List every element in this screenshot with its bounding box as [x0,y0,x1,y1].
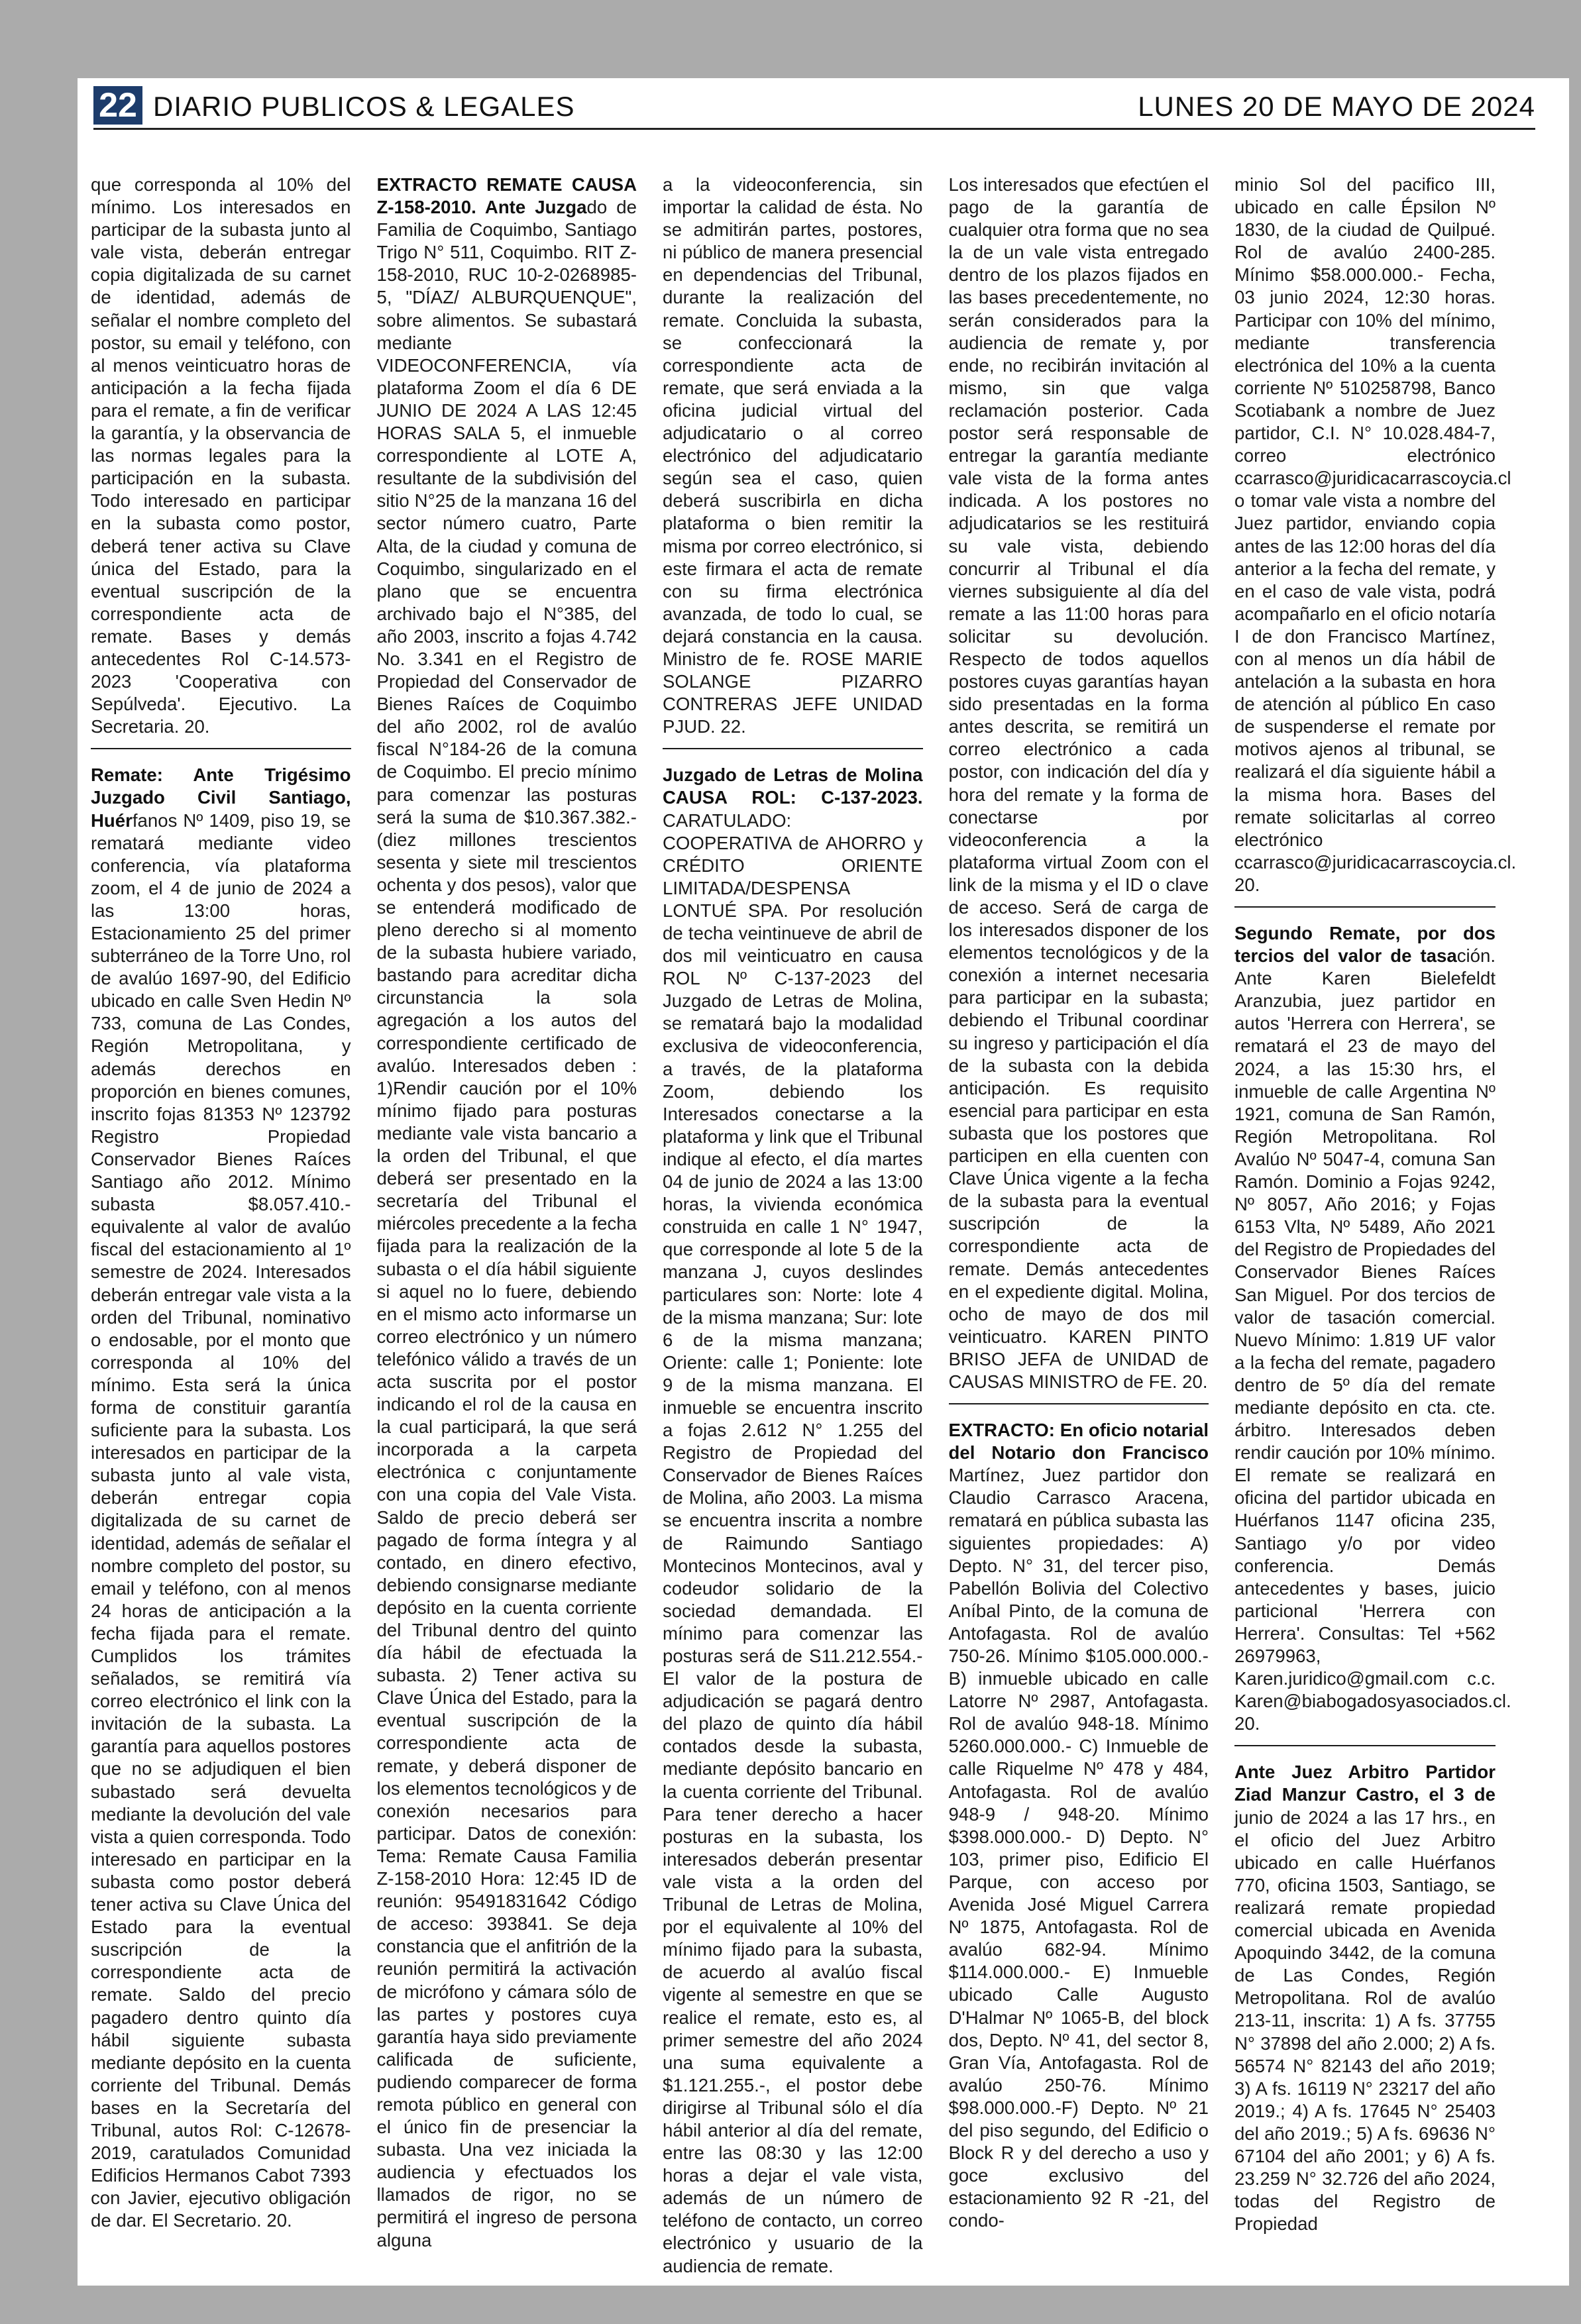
column-1 [91,174,351,2254]
notice-heading: Juzgado de Letras de Molina CAUSA ROL: C-137-2023. [663,765,923,808]
notice-body: junio de 2024 a las 17 hrs., en el oficio del Juez Arbitro ubicado en calle Huérfanos 770, oficina 1503, Santiago, se realizará remate propiedad comercial ubicada en Avenida Apoquindo 3442, de la comuna de Las Condes, Región Metropolitana. Rol de avalúo 213-11, inscrita: 1) A fs. 37755 N° 37898 del año 2.000; 2) A fs. 56574 N° 82143 del año 2019; 3) A fs. 16119 N° 23217 del año 2019.; 4) A fs. 17645 N° 25403 del año 2019.; 5) A fs. 69636 N° 67104 del año 2001; y 6) A fs. 23.259 N° 32.726 del año 2024, todas del Registro de Propiedad [1234,1807,1496,2235]
page-number: 22 [93,86,142,125]
notice [949,174,1209,1393]
notice-heading: Remate: Ante Trigésimo Juzgado Civil Santiago, Huér [91,765,351,831]
publication-title: DIARIO PUBLICOS & LEGALES [153,91,575,122]
notice-body: CARATULADO: COOPERATIVA de AHORRO y CRÉDITO ORIENTE LIMITADA/DESPENSA LONTUÉ SPA. Por resolución de techa veintinueve de abril de dos mil veinticuatro en causa ROL Nº C-137-2023 del Juzgado de Letras de Molina, se rematará bajo la modalidad exclusiva de videoconferencia, a través, de la plataforma Zoom, debiendo los Interesados conectarse a la plataforma y link que el Tribunal indique al efecto, el día martes 04 de junio de 2024 a las 13:00 horas, la vivienda económica construida en calle 1 N° 1947, que corresponde al lote 5 de la manzana J, cuyos deslindes particulares son: Norte: lote 4 de la misma manzana; Sur: lote 6 de la misma manzana; Oriente: calle 1; Poniente: lote 9 de la misma manzana. El inmueble se encuentra inscrito a fojas 2.612 N° 1.255 del Registro de Propiedad del Conservador de Bienes Raíces de Molina, año 2003. La misma se encuentra inscrita a nombre de Raimundo Santiago Montecinos Montecinos, aval y codeudor solidario de la sociedad demandada. El mínimo para comenzar las posturas será de S11.212.554.- El valor de la postura de adjudicación se pagará dentro del plazo de quinto día hábil contados desde la subasta, mediante depósito bancario en la cuenta corriente del Tribunal. Para tener derecho a hacer posturas en la subasta, los interesados deberán presentar vale vista a la orden del Tribunal de Letras de Molina, por el equivalente al 10% del mínimo fijado para la subasta, de acuerdo al avalúo fiscal vigente al semestre en que se realice el remate, esto es, al primer semestre del año 2024 una suma equivalente a $1.121.255.-, el postor debe dirigirse al Tribunal sólo el día hábil anterior al día del remate, entre las 08:30 y las 12:00 horas a dejar el vale vista, además de un número de teléfono de contacto, un correo electrónico y usuario de la audiencia de remate. [663,810,923,2276]
notice-divider [949,1403,1209,1404]
notice [663,764,923,2277]
notice [949,1419,1209,2232]
notice-body: ción. Ante Karen Bielefeldt Aranzubia, juez partidor en autos 'Herrera con Herrera', se rematará el 23 de mayo del 2024, a las 15:30 hrs, el inmueble de calle Argentina Nº 1921, comuna de San Ramón, Región Metropolitana. Rol Avalúo Nº 5047-4, comuna San Ramón. Dominio a Fojas 9242, Nº 8057, Año 2016; y Fojas 6153 Vlta, Nº 5489, Año 2021 del Registro de Propiedades del Conservador Bienes Raíces San Miguel. Por dos tercios de valor de tasación comercial. Nuevo Mínimo: 1.819 UF valor a la fecha del remate, pagadero dentro de 5º día del remate mediante depósito en cta. cte. árbitro. Interesados deben rendir caución por 10% mínimo. El remate se realizará en oficina del partidor ubicada en Huérfanos 1147 oficina 235, Santiago y/o por video conferencia. Demás antecedentes y bases, juicio particional 'Herrera con Herrera'. Consultas: Tel +562 26979963, Karen.juridico@gmail.com c.c. Karen@biabogadosyasociados.cl. 20. [1234,945,1511,1734]
notice-body: minio Sol del pacifico III, ubicado en calle Épsilon Nº 1830, de la ciudad de Quilpué. Rol de avalúo 2400-285. Mínimo $58.000.000.- Fecha, 03 junio 2024, 12:30 horas. Participar con 10% del mínimo, mediante transferencia electrónica del 10% a la cuenta corriente Nº 510258798, Banco Scotiabank a nombre de Juez partidor, C.I. N° 10.028.484-7, correo electrónico ccarrasco@juridicacarrascoycia.cl o tomar vale vista a nombre del Juez partidor, enviando copia antes de las 12:00 horas del día anterior a la fecha del remate, y en el caso de vale vista, podrá acompañarlo en el oficio notaría I de don Francisco Martínez, con al menos un día hábil de antelación a la subasta en hora de atención al público En caso de suspenderse el remate por motivos ajenos al tribunal, se realizará el día siguiente hábil a la misma hora. Bases del remate solicitarlas al correo electrónico ccarrasco@juridicacarrascoycia.cl. 20. [1234,174,1517,895]
header-divider [93,128,1535,130]
column-4 [949,174,1209,2254]
notice-divider [91,748,351,749]
notice [91,764,351,2232]
notice [1234,922,1511,1735]
page-header [93,86,1535,126]
notice-body: Los interesados que efectúen el pago de la garantía de cualquier otra forma que no sea la de un vale vista entregado dentro de los plazos fijados en las bases precedentemente, no serán considerados para la audiencia de remate y, por ende, no recibirán invitación al mismo, sin que valga reclamación posterior. Cada postor será responsable de entregar la garantía mediante vale vista de la forma antes indicada. A los postores no adjudicatarios se les restituirá su vale vista, debiendo concurrir al Tribunal el día viernes subsiguiente al día del remate a las 11:00 horas para solicitar su devolución. Respecto de todos aquellos postores cuyas garantías hayan sido presentadas en la forma antes descrita, se remitirá un correo electrónico a cada postor, con indicación del día y hora del remate y la forma de conectarse por videoconferencia a la plataforma virtual Zoom con el link de la misma y el ID o clave de acceso. Será de carga de los interesados disponer de los elementos tecnológicos y de la conexión a internet necesaria para participar en la subasta; debiendo el Tribunal coordinar su ingreso y participación el día de la subasta con la debida anticipación. Es requisito esencial para participar en esta subasta que los postores que participen en ella cuenten con Clave Única vigente a la fecha de la subasta para la eventual suscripción de la correspondiente acta de remate. Demás antecedentes en el expediente digital. Molina, ocho de mayo de dos mil veinticuatro. KAREN PINTO BRISO JEFA de UNIDAD de CAUSAS MINISTRO de FE. 20. [948,174,1209,1392]
notice-body: do de Familia de Coquimbo, Santiago Trigo N° 511, Coquimbo. RIT Z-158-2010, RUC 10-2-0268985-5, "DÍAZ/ ALBURQUENQUE", sobre alimentos. Se subastará mediante VIDEOCONFERENCIA, vía plataforma Zoom el día 6 DE JUNIO DE 2024 A LAS 12:45 HORAS SALA 5, el inmueble correspondiente al LOTE A, resultante de la subdivisión del sitio N°25 de la manzana 16 del sector número cuatro, Parte Alta, de la ciudad y comuna de Coquimbo, singularizado en el plano que se encuentra archivado bajo el N°385, del año 2003, inscrito a fojas 4.742 No. 3.341 en el Registro de Propiedad del Conservador de Bienes Raíces de Coquimbo del año 2002, rol de avalúo fiscal N°184-26 de la comuna de Coquimbo. El precio mínimo para comenzar las posturas será la suma de $10.367.382.- (diez millones trescientos sesenta y siete mil trescientos ochenta y dos pesos), valor que se entenderá modificado de pleno derecho si al momento de la subasta hubiere variado, bastando para acreditar dicha circunstancia la sola agregación a los autos del correspondiente certificado de avalúo. Interesados deben : 1)Rendir caución por el 10% mínimo fijado para posturas mediante vale vista bancario a la orden del Tribunal, el que deberá ser presentado en la secretaría del Tribunal el miércoles precedente a la fecha fijada para la realización de la subasta o el día hábil siguiente si aquel no lo fuere, debiendo en el mismo acto informarse un correo electrónico y un número telefónico válido a través de un acta suscrita por el postor indicando el rol de la causa en la cual participará, la que será incorporada a la carpeta electrónica c conjuntamente con una copia del Vale Vista. Saldo de precio deberá ser pagado de forma íntegra y al contado, en dinero efectivo, debiendo consignarse mediante depósito en la cuenta corriente del Tribunal dentro del quinto día hábil de efectuada la subasta. 2) Tener activa su Clave Única del Estado, para la eventual suscripción de la correspondiente acta de remate, y deberá disponer de los elementos tecnológicos y de conexión necesarios para participar. Datos de conexión: Tema: Remate Causa Familia Z-158-2010 Hora: 12:45 ID de reunión: 95491831642 Código de acceso: 393841. Se deja constancia que el anfitrión de la reunión permitirá la activación de micrófono y cámara sólo de las partes y postores cuya garantía haya sido previamente calificada de suficiente, pudiendo comparecer de forma remota público en general con el único fin de presenciar la subasta. Una vez iniciada la audiencia y efectuados los llamados de rigor, no se permitirá el ingreso de persona alguna [376,197,637,2250]
notice-heading: EXTRACTO REMATE CAUSA Z-158-2010. Ante Juzga [376,174,637,218]
notice-body: Martínez, Juez partidor don Claudio Carrasco Aracena, rematará en pública subasta las siguientes propiedades: A) Depto. N° 31, del tercer piso, Pabellón Bolivia del Colectivo Aníbal Pinto, de la comuna de Antofagasta. Rol de avalúo 750-26. Mínimo $105.000.000.- B) inmueble ubicado en calle Latorre Nº 2987, Antofagasta. Rol de avalúo 948-18. Mínimo 5260.000.000.- C) Inmueble de calle Riquelme Nº 478 y 484, Antofagasta. Rol de avalúo 948-9 / 948-20. Mínimo $398.000.000.- D) Depto. N° 103, primer piso, Edificio El Parque, con acceso por Avenida José Miguel Carrera Nº 1875, Antofagasta. Rol de avalúo 682-94. Mínimo $114.000.000.- E) Inmueble ubicado Calle Augusto D'Halmar Nº 1065-B, del block dos, Depto. Nº 41, del sector 8, Gran Vía, Antofagasta. Rol de avalúo 250-76. Mínimo $98.000.000.-F) Depto. Nº 21 del piso segundo, del Edificio o Block R y del derecho a uso y goce exclusivo del estacionamiento 92 R -21, del condo- [948,1465,1209,2231]
notice [663,174,923,738]
notice-divider [1234,906,1496,908]
column-5 [1234,174,1517,2254]
notice [1234,1761,1496,2235]
notice-body: fanos Nº 1409, piso 19, se rematará mediante video conferencia, vía plataforma zoom, el 4 de junio de 2024 a las 13:00 horas, Estacionamiento 25 del primer subterráneo de la Torre Uno, rol de avalúo 1697-90, del Edificio ubicado en calle Sven Hedin Nº 733, comuna de Las Condes, Región Metropolitana, y además derechos en proporción en bienes comunes, inscrito fojas 81353 Nº 123792 Registro Propiedad Conservador Bienes Raíces Santiago año 2012. Mínimo subasta $8.057.410.- equivalente al valor de avalúo fiscal del estacionamiento al 1º semestre de 2024. Interesados deberán entregar vale vista a la orden del Tribunal, nominativo o endosable, por el monto que corresponda al 10% del mínimo. Esta será la única forma de constituir garantía suficiente para la subasta. Los interesados en participar de la subasta junto al vale vista, deberán entregar copia digitalizada de su carnet de identidad, además de señalar el nombre completo del postor, su email y teléfono, con al menos 24 horas de anticipación a la fecha fijada para el remate. Cumplidos los trámites señalados, se remitirá vía correo electrónico el link con la invitación de la subasta. La garantía para aquellos postores que no se adjudiquen el bien subastado será devuelta mediante la devolución del vale vista a quien corresponda. Todo interesado en participar en la subasta como postor deberá tener activa su Clave Única del Estado para la eventual suscripción de la correspondiente acta de remate. Saldo del precio pagadero dentro quinto día hábil siguiente subasta mediante depósito en la cuenta corriente del Tribunal. Demás bases en la Secretaría del Tribunal, autos Rol: C-12678-2019, caratulados Comunidad Edificios Hermanos Cabot 7393 con Javier, ejecutivo obligación de dar. El Secretario. 20. [91,810,351,2231]
notice-body: a la videoconferencia, sin importar la calidad de ésta. No se admitirán partes, postores, ni público de manera presencial en dependencias del Tribunal, durante la realización del remate. Concluida la subasta, se confeccionará la correspondiente acta de remate, que será enviada a la oficina judicial virtual del adjudicatario o al correo electrónico del adjudicatario según sea el caso, quien deberá suscribirla en dicha plataforma o bien remitir la misma por correo electrónico, si este firmara el acta de remate con su firma electrónica avanzada, de todo lo cual, se dejará constancia en la causa. Ministro de fe. ROSE MARIE SOLANGE PIZARRO CONTRERAS JEFE UNIDAD PJUD. 22. [663,174,923,737]
notice-body: que corresponda al 10% del mínimo. Los interesados en participar de la subasta junto al vale vista, deberán entregar copia digitalizada de su carnet de identidad, además de señalar el nombre completo del postor, su email y teléfono, con al menos veinticuatro horas de anticipación a la fecha fijada para el remate, a fin de verificar la garantía, y la observancia de las normas legales para la participación en la subasta. Todo interesado en participar en la subasta como postor, deberá tener activa su Clave única del Estado, para la eventual suscripción de la correspondiente acta de remate. Bases y demás antecedentes Rol C-14.573-2023 'Cooperativa con Sepúlveda'. Ejecutivo. La Secretaria. 20. [91,174,351,737]
issue-date: LUNES 20 DE MAYO DE 2024 [1138,91,1535,122]
notice-divider [1234,1745,1496,1746]
notice-heading: Segundo Remate, por dos tercios del valor de tasa [1234,923,1496,967]
notice-heading: Ante Juez Arbitro Partidor Ziad Manzur Castro, el 3 de [1234,1762,1496,1805]
notice-divider [663,748,923,749]
column-3 [663,174,923,2276]
column-2 [377,174,637,2254]
notice-heading: EXTRACTO: En oficio notarial del Notario don Francisco [948,1420,1209,1463]
columns-container [91,174,1517,2276]
notice [1234,174,1517,896]
notice [377,174,637,2252]
notice [91,174,351,738]
